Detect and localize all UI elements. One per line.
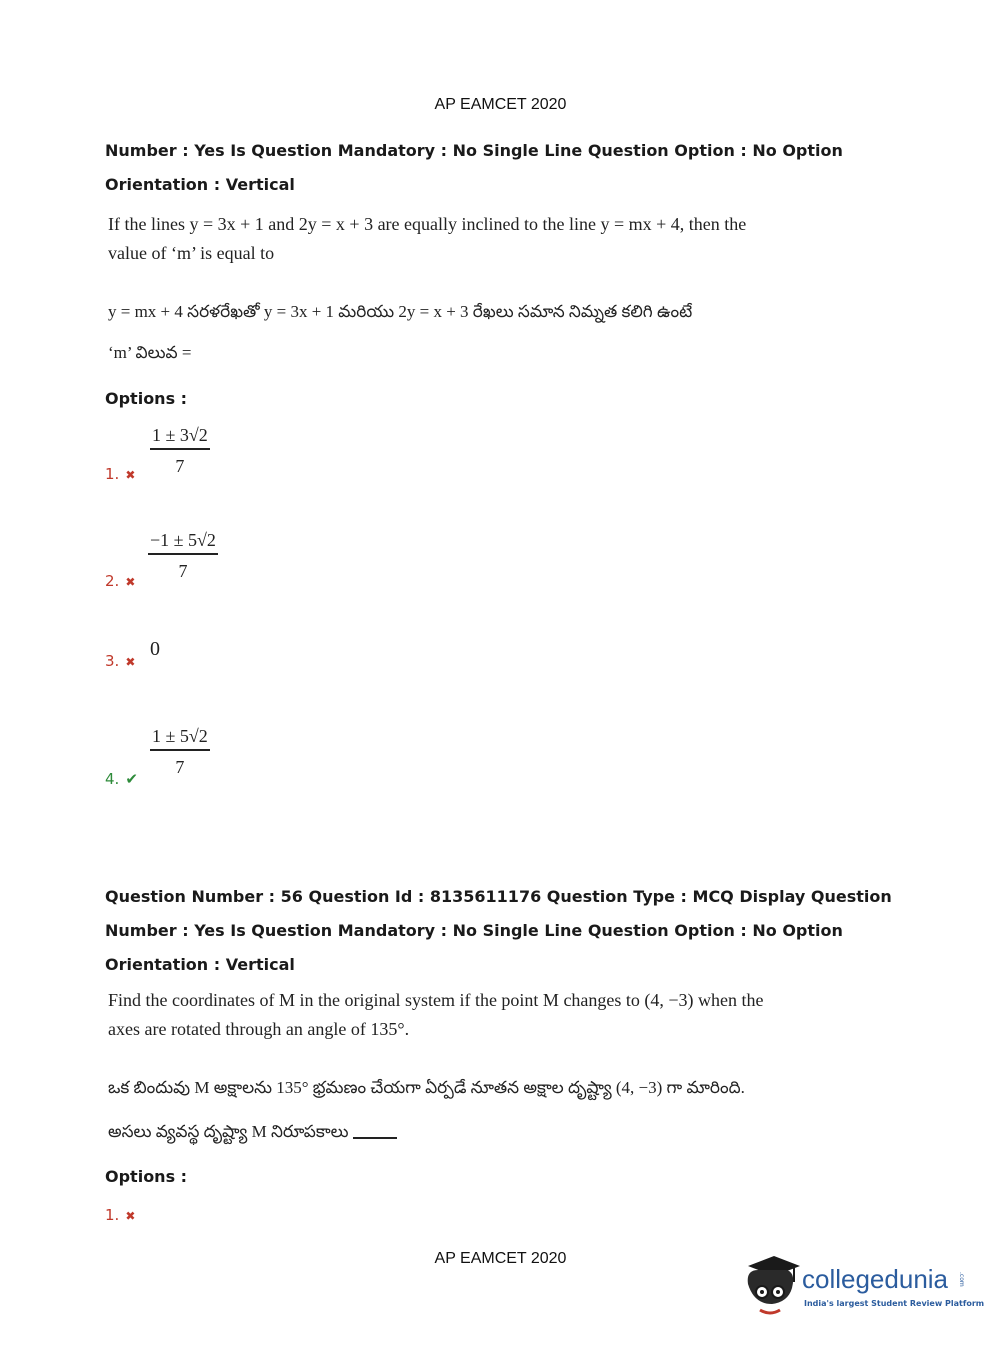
q55-meta-line1: Number : Yes Is Question Mandatory : No Single Line Question Option : No Option <box>105 141 843 160</box>
fraction-numerator: 1 ± 3√2 <box>150 425 210 450</box>
wrong-cross-icon: ✖ <box>125 468 136 482</box>
q55-option-4-fraction <box>150 726 210 778</box>
q55-option-1-fraction <box>150 425 210 477</box>
q55-option-2-number: 2. ✖ <box>105 572 136 590</box>
q55-options-label: Options : <box>105 389 188 408</box>
answer-blank <box>353 1137 397 1139</box>
q55-telugu-line1: y = mx + 4 సరళరేఖతో y = 3x + 1 మరియు 2y = x + 3 రేఖలు సమాన నిమ్నత కలిగి ఉంటే <box>108 302 693 321</box>
logo-com: .com <box>958 1272 965 1287</box>
q56-meta-line2: Number : Yes Is Question Mandatory : No Single Line Question Option : No Option <box>105 921 843 940</box>
q56-meta-line3: Orientation : Vertical <box>105 955 295 974</box>
q56-option-1-number: 1. ✖ <box>105 1206 136 1224</box>
q56-telugu-line1: ఒక బిందువు M అక్షాలను 135° భ్రమణం చేయగా ఏర్పడే నూతన అక్షాల దృష్ట్యా (4, −3) గా మారింది. <box>108 1078 745 1097</box>
q55-option-3-value: 0 <box>150 638 160 660</box>
q56-options-label: Options : <box>105 1167 188 1186</box>
logo-wordmark: collegedunia <box>802 1264 949 1294</box>
q56-english-line2: axes are rotated through an angle of 135°. <box>108 1019 410 1039</box>
q56-telugu-line2: అసలు వ్యవస్థ దృష్ట్యా M నిరూపకాలు <box>108 1122 397 1146</box>
logo-tagline: India's largest Student Review Platform <box>804 1299 985 1308</box>
q55-option-1-number: 1. ✖ <box>105 465 136 483</box>
q55-option-4-number: 4. ✔ <box>105 770 138 788</box>
fraction-denominator: 7 <box>178 561 188 581</box>
q55-meta-line2: Orientation : Vertical <box>105 175 295 194</box>
collegedunia-mascot-icon <box>742 1248 802 1318</box>
wrong-cross-icon: ✖ <box>125 655 136 669</box>
q55-english-line1: If the lines y = 3x + 1 and 2y = x + 3 are equally inclined to the line y = mx + 4, then the <box>108 214 747 234</box>
q56-meta-line1: Question Number : 56 Question Id : 8135611176 Question Type : MCQ Display Question <box>105 887 892 906</box>
q55-english-line2: value of ‘m’ is equal to <box>108 243 275 263</box>
q56-english-line1: Find the coordinates of M in the original system if the point M changes to (4, −3) when the <box>108 990 764 1010</box>
fraction-numerator: 1 ± 5√2 <box>150 726 210 751</box>
fraction-denominator: 7 <box>175 757 185 777</box>
page-header: AP EAMCET 2020 <box>434 96 567 113</box>
correct-check-icon: ✔ <box>125 770 138 788</box>
q55-option-2-fraction <box>148 530 218 582</box>
q55-telugu-line2: ‘m’ విలువ = <box>108 343 192 362</box>
wrong-cross-icon: ✖ <box>125 575 136 589</box>
page-footer: AP EAMCET 2020 <box>434 1250 567 1267</box>
fraction-numerator: −1 ± 5√2 <box>148 530 218 555</box>
wrong-cross-icon: ✖ <box>125 1209 136 1223</box>
fraction-denominator: 7 <box>175 456 185 476</box>
q55-option-3-number: 3. ✖ <box>105 652 136 670</box>
